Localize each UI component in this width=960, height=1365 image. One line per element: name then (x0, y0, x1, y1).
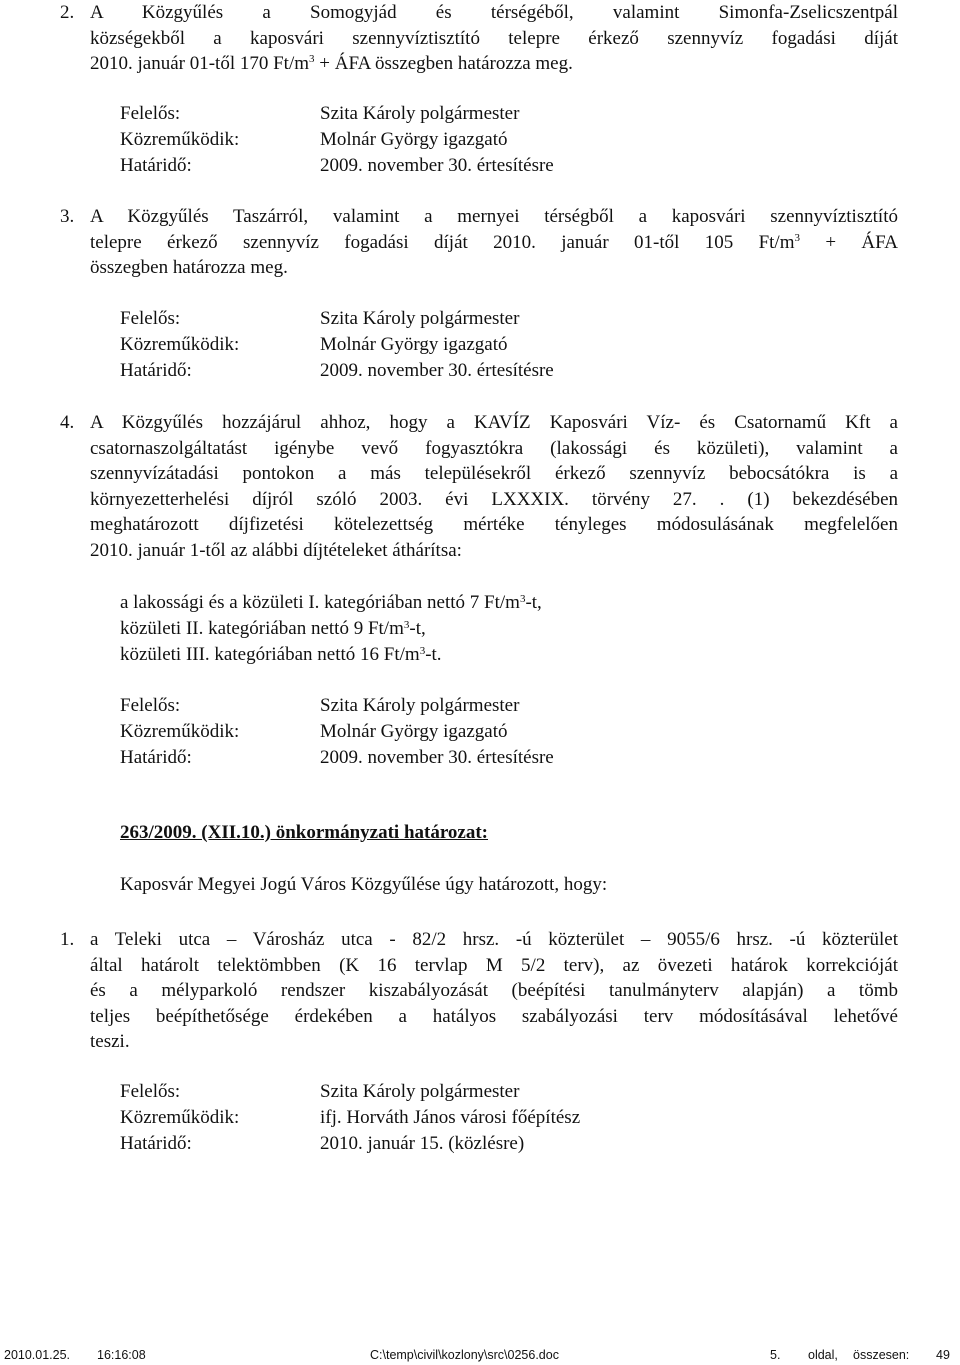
label-hatarido: Határidő: (120, 360, 192, 381)
item-line: a Teleki utca – Városház utca - 82/2 hrsz. -ú közterület – 9055/6 hrsz. -ú közterület (90, 929, 898, 950)
label-felelos: Felelős: (120, 308, 181, 329)
footer-time: 16:16:08 (97, 1348, 146, 1362)
superscript: 3 (309, 53, 315, 65)
footer-page-number: 5. (770, 1348, 781, 1362)
item-line: környezetterhelési díjról szóló 2003. évi LXXXIX. törvény 27. . (1) bekezdésében (90, 488, 898, 510)
deadline: 2010. január 15. (közlésre) (320, 1133, 525, 1154)
item-4 (60, 410, 898, 563)
contributor: Molnár György igazgató (320, 721, 508, 742)
item-line: szennyvízátadási pontokon a más településekről érkező szennyvíz bebocsátókra is a (90, 463, 898, 484)
item-2 (60, 0, 898, 77)
item-line: és a mélyparkoló rendszer kiszabályozását (beépítési tanulmányterv alapján) a tömb (90, 980, 898, 1001)
footer-total-pages: 49 (936, 1348, 950, 1362)
label-kozremukodik: Közreműködik: (120, 129, 240, 150)
label-hatarido: Határidő: (120, 155, 192, 176)
item-line: összegben határozza meg. (90, 257, 288, 278)
label-felelos: Felelős: (120, 1081, 181, 1102)
label-hatarido: Határidő: (120, 747, 192, 768)
footer-oldal: oldal, (808, 1348, 838, 1362)
item-line: teszi. (90, 1031, 130, 1052)
footer-date: 2010.01.25. (4, 1348, 71, 1362)
footer-file-path: C:\temp\civil\kozlony\src\0256.doc (370, 1348, 559, 1362)
item-line: telepre érkező szennyvíz fogadási díját 2010. január 01-től 105 $Ft/m^3$ + ÁFA (90, 231, 898, 253)
footer-osszesen: összesen: (853, 1348, 910, 1362)
responsible-person: Szita Károly polgármester (320, 103, 520, 124)
item-line: meghatározott díjfizetési kötelezettség mértéke tényleges módosulásának megfelelően (90, 514, 898, 535)
item-number: 4. (60, 412, 75, 433)
resolution-heading: 263/2009. (XII.10.) önkormányzati határozat: (120, 822, 489, 843)
item-line: A Közgyűlés a Somogyjád és térségéből, valamint Simonfa-Zselicszentpál (90, 2, 898, 23)
label-hatarido: Határidő: (120, 1133, 192, 1154)
responsible-person: Szita Károly polgármester (320, 308, 520, 329)
label-felelos: Felelős: (120, 695, 181, 716)
item-number: 2. (60, 2, 75, 23)
item-3 (60, 204, 898, 281)
superscript: 3 (794, 231, 800, 244)
item-line: községekből a kaposvári szennyvíztisztító telepre érkező szennyvíz fogadási díját (90, 27, 898, 49)
label-kozremukodik: Közreműködik: (120, 334, 240, 355)
deadline: 2009. november 30. értesítésre (320, 360, 554, 381)
resolution-intro: Kaposvár Megyei Jogú Város Közgyűlése úgy határozott, hogy: (120, 874, 608, 895)
fee-list (120, 590, 542, 668)
responsible-person: Szita Károly polgármester (320, 1081, 520, 1102)
page-footer (0, 1348, 960, 1364)
item-line: 2010. január 01-től 170 $Ft/m^3$ + ÁFA összegben határozza meg. (90, 53, 573, 74)
contributor: Molnár György igazgató (320, 334, 508, 355)
item-line: által határolt telektömbben (K 16 tervlap M 5/2 terv), az övezeti határok korrekcióját (90, 954, 898, 976)
item-line: A Közgyűlés hozzájárul ahhoz, hogy a KAVÍZ Kaposvári Víz- és Csatornamű Kft a (90, 412, 898, 433)
item-number: 3. (60, 206, 75, 227)
item-line: teljes beépíthetősége érdekében a hatályos szabályozási terv módosításával lehetővé (90, 1005, 898, 1027)
deadline: 2009. november 30. értesítésre (320, 747, 554, 768)
item-line: 2010. január 1-től az alábbi díjtételeket áthárítsa: (90, 539, 462, 561)
fee-item: közületi II. kategóriában nettó 9 $Ft/m^3-t$, (120, 618, 426, 639)
deadline: 2009. november 30. értesítésre (320, 155, 554, 176)
item-line: csatornaszolgáltatást igénybe vevő fogyasztókra (lakossági és közületi), valamint a (90, 437, 898, 459)
item-number: 1. (60, 929, 75, 950)
label-kozremukodik: Közreműködik: (120, 721, 240, 742)
fee-item: a lakossági és a közületi I. kategóriában nettó 7 $Ft/m^3-t$, (120, 592, 542, 613)
responsible-person: Szita Károly polgármester (320, 695, 520, 716)
resolution-item-1 (60, 927, 898, 1055)
fee-item: közületi III. kategóriában nettó 16 $Ft/m^3-t$. (120, 644, 442, 665)
label-kozremukodik: Közreműködik: (120, 1107, 240, 1128)
item-line: A Közgyűlés Taszárról, valamint a mernyei térségből a kaposvári szennyvíztisztító (90, 206, 898, 227)
label-felelos: Felelős: (120, 103, 181, 124)
contributor: Molnár György igazgató (320, 129, 508, 150)
contributor: ifj. Horváth János városi főépítész (320, 1107, 581, 1128)
